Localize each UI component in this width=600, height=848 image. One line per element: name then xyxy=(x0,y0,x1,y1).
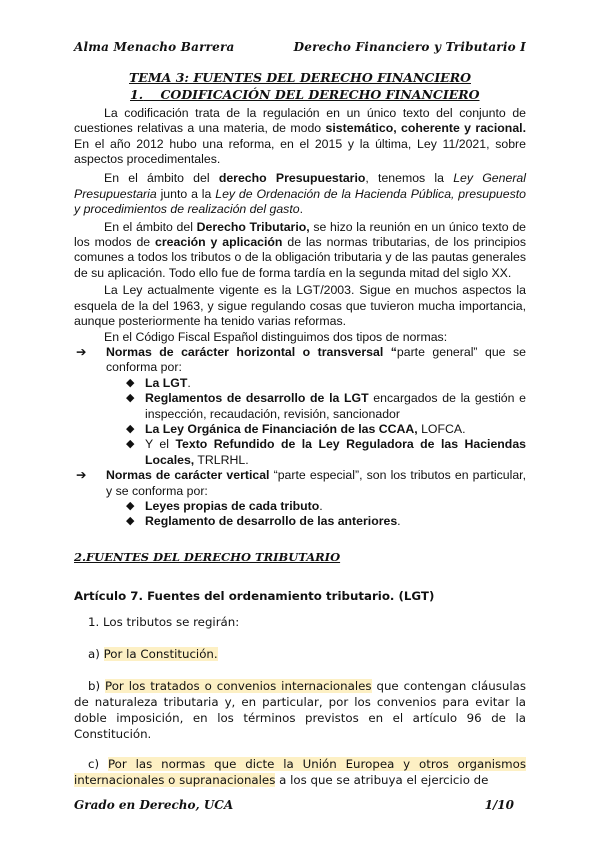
text-bold: Normas de carácter vertical xyxy=(106,468,270,483)
article-item-a xyxy=(74,646,526,662)
item-label: b) xyxy=(88,679,106,694)
text: junto a la xyxy=(156,186,216,201)
text-bold: Leyes propias de cada tributo xyxy=(145,498,320,513)
paragraph-codigo-fiscal: En el Código Fiscal Español distinguimos dos tipos de normas: xyxy=(104,329,448,344)
arrow-icon: ➔ xyxy=(76,468,87,483)
text: parte general” que se conforma por: xyxy=(106,344,526,375)
text-bold: Reglamentos de desarrollo de la LGT xyxy=(145,391,369,406)
page-number: 1/10 xyxy=(484,798,514,812)
text-bold: Reglamento de desarrollo de las anteriores xyxy=(145,514,398,529)
text-bold: Texto Refundido de la Ley Reguladora de las Haciendas Locales, xyxy=(145,437,527,467)
text: encargados de la gestión e inspección, recaudación, revisión, sancionador xyxy=(145,391,526,421)
text-bold: Derecho Tributario, xyxy=(196,219,310,234)
paragraph-lgt: La Ley actualmente vigente es la LGT/2003. Sigue en muchos aspectos la esquela de la del 1963, y sigue regulando cosas que tuvieron mucha importancia, aunque posteriormente ha tenido varias reformas. xyxy=(74,283,526,329)
text: La codificación trata de la regulación en un único texto del conjunto de cuestiones relativas a una materia, de modo xyxy=(74,105,526,136)
text: “parte especial”, son los tributos en particular, y se conforma por: xyxy=(106,468,526,498)
section-1-number: 1. xyxy=(130,87,144,103)
diamond-bullet-icon: ◆ xyxy=(126,392,135,405)
text: de las normas tributarias, de los principios comunes a todos los tributos o de la obligación tributaria y de las pautas generales de su aplicación. Todo ello fue de forma tardía en la segunda mitad del siglo XX. xyxy=(74,235,526,280)
article-item-b xyxy=(74,678,526,742)
text: , tenemos la xyxy=(365,171,454,186)
list-item xyxy=(126,376,526,391)
text: a los que se atribuya el ejercicio de xyxy=(275,773,489,788)
text: TRLRHL. xyxy=(194,452,249,467)
text-italic: Ley General Presupuestaria xyxy=(74,171,526,201)
diamond-bullet-icon: ◆ xyxy=(126,376,135,389)
text: se hizo la reunión en un único texto de los modos de xyxy=(74,219,526,250)
section-1-heading xyxy=(130,87,526,102)
text-italic: Ley de Ordenación de la Hacienda Pública, presupuesto y procedimientos de realización del gasto xyxy=(74,186,526,217)
article-item-c xyxy=(74,756,526,788)
text: LOFCA. xyxy=(417,421,466,436)
text: . xyxy=(397,514,401,529)
page-content xyxy=(74,70,526,788)
section-1-title: CODIFICACIÓN DEL DERECHO FINANCIERO xyxy=(160,87,480,103)
list-item xyxy=(126,514,526,529)
article-title: Artículo 7. Fuentes del ordenamiento tributario. (LGT) xyxy=(74,589,435,604)
text: En el año 2012 hubo una reforma, en el 2015 y la última, Ley 11/2021, sobre aspectos procedimentales. xyxy=(74,136,526,167)
article-intro: 1. Los tributos se regirán: xyxy=(88,615,240,630)
text: que contengan cláusulas de naturaleza tributaria y, en particular, por los convenios para evitar la doble imposición, en los términos previstos en el artículo 96 de la Constitución. xyxy=(74,679,527,742)
text-bold: derecho Presupuestario xyxy=(218,171,366,186)
paragraph-tributario xyxy=(74,220,526,282)
diamond-bullet-icon: ◆ xyxy=(126,515,135,528)
list-item xyxy=(126,391,526,422)
highlighted-text: Por las normas que dicte la Unión Europea y otros organismos internacionales o supranacionales xyxy=(74,757,527,788)
text-bold: La LGT xyxy=(145,375,188,390)
text: . xyxy=(319,498,323,513)
header-subject: Derecho Financiero y Tributario I xyxy=(293,40,526,54)
page-title: TEMA 3: FUENTES DEL DERECHO FINANCIERO xyxy=(129,70,471,85)
text: En el ámbito del xyxy=(104,171,219,186)
text-bold: creación y aplicación xyxy=(155,235,283,250)
text-bold: La Ley Orgánica de Financiación de las CCAA, xyxy=(145,421,418,436)
list-item xyxy=(126,422,526,437)
section-2-heading: 2.FUENTES DEL DERECHO TRIBUTARIO xyxy=(74,549,341,564)
list-item-horizontal xyxy=(76,345,526,376)
diamond-bullet-icon: ◆ xyxy=(126,438,135,451)
text-bold: sistemático, coherente y racional. xyxy=(325,121,526,136)
text: . xyxy=(299,202,303,217)
text: Y el xyxy=(145,437,176,452)
paragraph-codificacion xyxy=(74,106,526,168)
footer-course: Grado en Derecho, UCA xyxy=(74,798,234,812)
header-author: Alma Menacho Barrera xyxy=(74,40,235,54)
highlighted-text: Por la Constitución. xyxy=(103,647,218,662)
diamond-bullet-icon: ◆ xyxy=(126,422,135,435)
item-label: a) xyxy=(88,647,104,662)
text: En el ámbito del xyxy=(104,219,197,234)
item-label: c) xyxy=(88,757,108,772)
list-item xyxy=(126,437,526,468)
list-item xyxy=(126,499,526,514)
diamond-bullet-icon: ◆ xyxy=(126,499,135,512)
highlighted-text: Por los tratados o convenios internacionales xyxy=(105,679,372,694)
arrow-icon: ➔ xyxy=(76,344,87,359)
paragraph-presupuestario xyxy=(74,171,526,217)
text-bold: Normas de carácter horizontal o transversal “ xyxy=(106,344,397,359)
list-item-vertical xyxy=(76,468,526,499)
text: . xyxy=(187,375,191,390)
